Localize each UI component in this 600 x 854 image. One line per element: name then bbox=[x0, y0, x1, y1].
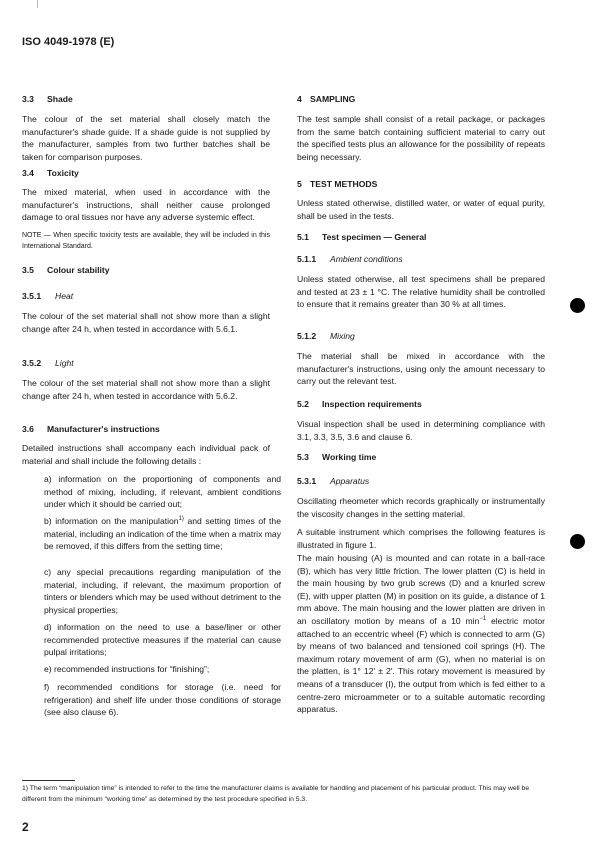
list-item-text: and setting times of the material, including an indication of the time when a matrix may be removed, if this differs from the setting time; bbox=[44, 516, 281, 552]
section-number: 3.4 bbox=[22, 168, 34, 178]
paragraph-text: electric motor attached to an eccentric wheel (F) which is connected to arm (G) by means of two balanced and tensioned coil springs (H). The maximum rotary movement of arm (G), when no material is on the platten, is 1° 12′ ± 2′. This rotary movement is measured by means of a transducer (I), the output from which is fed either to a centre-zero microammeter or to a suitable automatic recording apparatus. bbox=[297, 615, 545, 715]
section-number: 5 bbox=[297, 179, 302, 189]
section-title: Light bbox=[55, 358, 74, 368]
section-number: 5.1 bbox=[297, 232, 309, 242]
heading-3-6 bbox=[22, 424, 270, 434]
document-header: ISO 4049-1978 (E) bbox=[22, 36, 115, 48]
list-item-d: d) information on the need to use a base/liner or other recommended protective measures if the material can cause pulpal irritations; bbox=[44, 622, 281, 658]
list-item-a: a) information on the proportioning of components and method of mixing, including, if relevant, ambient conditions under which it should be carried out; bbox=[44, 474, 281, 510]
page-number: 2 bbox=[22, 820, 29, 834]
heading-5-3-1 bbox=[297, 476, 545, 486]
section-number: 4 bbox=[297, 94, 302, 104]
heading-3-5-1 bbox=[22, 291, 270, 301]
section-title: Mixing bbox=[330, 331, 355, 341]
paragraph-shade: The colour of the set material shall closely match the manufacturer's shade guide. If a shade guide is not supplied by the manufacturer, samples from two further batches shall be taken for comparison purposes. bbox=[22, 114, 270, 162]
paragraph-test-methods: Unless stated otherwise, distilled water, or water of equal purity, shall be used in the tests. bbox=[297, 198, 545, 221]
heading-5-3 bbox=[297, 452, 545, 462]
section-number: 5.3.1 bbox=[297, 476, 317, 486]
paragraph-light: The colour of the set material shall not show more than a slight change after 24 h, when tested in accordance with 5.6.2. bbox=[22, 378, 270, 401]
section-title: Inspection requirements bbox=[322, 399, 422, 409]
list-item-e: e) recommended instructions for “finishing”; bbox=[44, 664, 210, 674]
paragraph-apparatus-3 bbox=[297, 552, 545, 716]
section-number: 5.3 bbox=[297, 452, 309, 462]
heading-3-3 bbox=[22, 94, 270, 104]
section-title: Manufacturer's instructions bbox=[47, 424, 160, 434]
section-title: SAMPLING bbox=[310, 94, 356, 104]
list-item-c: c) any special precautions regarding manipulation of the material, including, if relevant, the maximum proportion of tinters or blenders which may be used without detriment to the physical properties; bbox=[44, 567, 281, 615]
section-title: Shade bbox=[47, 94, 73, 104]
section-number: 5.1.2 bbox=[297, 331, 317, 341]
heading-3-5 bbox=[22, 265, 270, 275]
section-number: 3.5.1 bbox=[22, 291, 42, 301]
paragraph-apparatus-1: Oscillating rheometer which records graphically or instrumentally the viscosity changes in the setting material. bbox=[297, 496, 545, 519]
section-number: 3.5.2 bbox=[22, 358, 42, 368]
heading-3-5-2 bbox=[22, 358, 270, 368]
paragraph-mixing: The material shall be mixed in accordance with the manufacturer's instructions, using only the amount necessary to carry out the relevant test. bbox=[297, 351, 545, 387]
paragraph-ambient: Unless stated otherwise, all test specimens shall be prepared and tested at 23 ± 1 °C. The relative humidity shall be controlled to ensure that it remains greater than 30 % at all times. bbox=[297, 274, 545, 310]
heading-4 bbox=[297, 94, 545, 104]
section-number: 3.5 bbox=[22, 265, 34, 275]
heading-5-2 bbox=[297, 399, 545, 409]
section-title: Toxicity bbox=[47, 168, 79, 178]
heading-5-1-2 bbox=[297, 331, 545, 341]
note-toxicity: NOTE — When specific toxicity tests are available, they will be included in this International Standard. bbox=[22, 232, 270, 250]
paragraph-heat: The colour of the set material shall not show more than a slight change after 24 h, when tested in accordance with 5.6.1. bbox=[22, 311, 270, 334]
footnote-ref[interactable]: 1) bbox=[178, 516, 184, 523]
margin-bullet-mark bbox=[570, 534, 585, 549]
section-title: Heat bbox=[55, 291, 74, 301]
list-item-f: f) recommended conditions for storage (i.e. need for refrigeration) and shelf life under those conditions of storage (see also clause 6). bbox=[44, 682, 281, 718]
section-number: 3.6 bbox=[22, 424, 34, 434]
section-number: 5.1.1 bbox=[297, 254, 317, 264]
heading-5-1-1 bbox=[297, 254, 545, 264]
heading-5 bbox=[297, 179, 545, 189]
scan-mark bbox=[37, 0, 38, 8]
section-number: 3.3 bbox=[22, 94, 34, 104]
heading-5-1 bbox=[297, 232, 545, 242]
heading-3-4 bbox=[22, 168, 270, 178]
superscript: −1 bbox=[479, 616, 487, 623]
footnote-divider bbox=[22, 780, 75, 781]
paragraph-inspection: Visual inspection shall be used in determining compliance with 3.1, 3.3, 3.5, 3.6 and clause 6. bbox=[297, 419, 545, 442]
paragraph-apparatus-2: A suitable instrument which comprises the following features is illustrated in figure 1. bbox=[297, 527, 545, 550]
section-title: TEST METHODS bbox=[310, 179, 378, 189]
footnote: 1) The term “manipulation time” is intended to refer to the time the manufacturer claims is available for handling and placement of his particular product. This may well be different from the minimum “working time” as determined by the test procedure specified in 5.3. bbox=[22, 785, 530, 803]
paragraph-sampling: The test sample shall consist of a retail package, or packages from the same batch containing sufficient material to carry out the specified tests plus an allowance for the possibility of repeats being necessary. bbox=[297, 114, 545, 162]
list-item-text: b) information on the manipulation bbox=[44, 516, 179, 526]
list-item-b bbox=[33, 515, 281, 553]
paragraph-instructions: Detailed instructions shall accompany each individual pack of material and shall include the following details : bbox=[22, 443, 270, 466]
margin-bullet-mark bbox=[570, 298, 585, 313]
section-title: Test specimen — General bbox=[322, 232, 427, 242]
paragraph-toxicity: The mixed material, when used in accordance with the manufacturer's instructions, shall neither cause prolonged damage to oral tissues nor have any adverse systemic effect. bbox=[22, 187, 270, 223]
paragraph-text: The main housing (A) is mounted and can rotate in a ball-race (B), which has very little friction. The lower platten (C) is held in the main housing by two grub screws (D) and a knurled screw (E), with upper platten (M) in position on its guide, a distance of 1 mm above. The main housing and the lower platten are driven in an oscillatory motion by means of a 10 min bbox=[297, 553, 545, 626]
section-title: Apparatus bbox=[330, 476, 370, 486]
section-title: Colour stability bbox=[47, 265, 110, 275]
section-number: 5.2 bbox=[297, 399, 309, 409]
section-title: Ambient conditions bbox=[330, 254, 403, 264]
section-title: Working time bbox=[322, 452, 377, 462]
